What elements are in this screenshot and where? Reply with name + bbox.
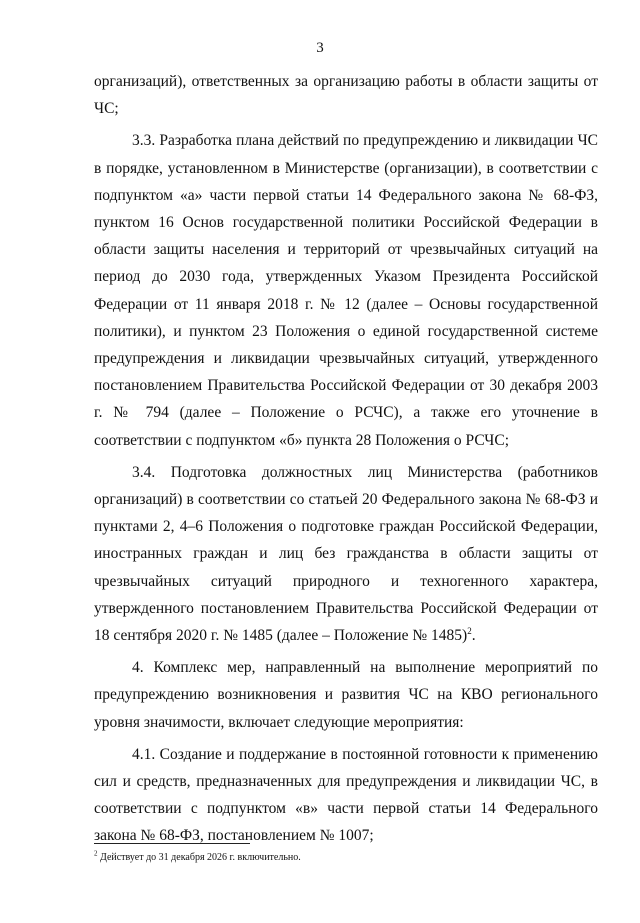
- footnote-divider: [94, 843, 250, 844]
- page-number: 3: [316, 40, 324, 56]
- paragraph-text: 3.4. Подготовка должностных лиц Министерства (работников организаций) в соответствии со статьей 20 Федерального закона № 68-ФЗ и пунктами 2, 4–6 Положения о подготовке граждан Российской Федерации, иностранных граждан и лиц без гражданства в области защиты от чрезвычайных ситуаций природного и техногенного характера, утвержденного постановлением Правительства Российской Федерации от 18 сентября 2020 г. № 1485 (далее – Положение № 1485): [94, 463, 598, 645]
- paragraph-text: 4.1. Создание и поддержание в постоянной готовности к применению сил и средств, предназначенных для предупреждения и ликвидации ЧС, в соответствии с подпунктом «в» части первой статьи 14 Федерального закона № 68-ФЗ, постановлением № 1007;: [94, 745, 598, 845]
- paragraph-3-3: [94, 127, 598, 453]
- footnote-text: Действует до 31 декабря 2026 г. включительно.: [97, 852, 301, 863]
- paragraph-text: организаций), ответственных за организацию работы в области защиты от ЧС;: [94, 73, 598, 118]
- footnote: [94, 849, 598, 864]
- paragraph-text: 3.3. Разработка плана действий по предупреждению и ликвидации ЧС в порядке, установленном в Министерстве (организации), в соответствии с подпунктом «а» части первой статьи 14 Федерального закона № 68-ФЗ, пунктом 16 Основ государственной политики Российской Федерации в области защиты населения и территорий от чрезвычайных ситуаций на период до 2030 года, утвержденных Указом Президента Российской Федерации от 11 января 2018 г. № 12 (далее – Основы государственной политики), и пунктом 23 Положения о единой государственной системе предупреждения и ликвидации чрезвычайных ситуаций, утвержденного постановлением Правительства Российской Федерации от 30 декабря 2003 г. № 794 (далее – Положение о РСЧС), а также его уточнение в соответствии с подпунктом «б» пункта 28 Положения о РСЧС;: [94, 132, 598, 449]
- paragraph-3-4: [94, 459, 598, 649]
- paragraph-tail: .: [471, 627, 476, 645]
- footnote-marker: 2: [94, 849, 98, 858]
- paragraph-continuation: [94, 68, 598, 122]
- footnote-reference[interactable]: 2: [467, 625, 472, 636]
- paragraph-4: [94, 654, 598, 736]
- document-body: [94, 68, 598, 850]
- paragraph-4-1: [94, 741, 598, 850]
- paragraph-text: 4. Комплекс мер, направленный на выполнение мероприятий по предупреждению возникновения и развития ЧС на КВО регионального уровня значимости, включает следующие мероприятия:: [94, 659, 598, 731]
